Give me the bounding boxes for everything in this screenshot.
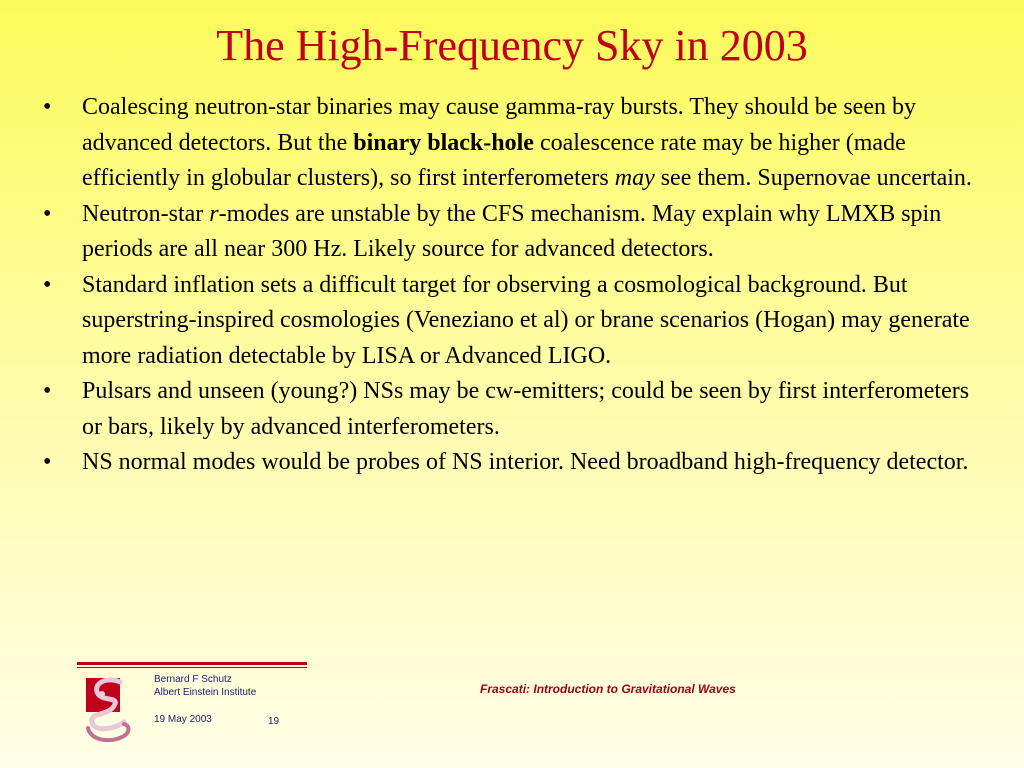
footer-divider-thin xyxy=(77,667,307,668)
bullet-glyph: • xyxy=(43,94,52,120)
bullet-text: Standard inflation sets a difficult target for observing a cosmological background. But superstring-inspired cosmologies (Veneziano et al) or brane scenarios (Hogan) may generate more radiation detectable by LISA or Advanced LIGO. xyxy=(82,271,970,369)
bullet-item xyxy=(40,197,990,268)
bullet-glyph: • xyxy=(43,449,52,475)
bullet-glyph: • xyxy=(43,200,52,227)
institute-name: Albert Einstein Institute xyxy=(154,687,257,698)
bullet-bold-text: binary black-hole xyxy=(353,129,534,156)
page-number: 19 xyxy=(268,716,280,727)
slide-title: The High-Frequency Sky in 2003 xyxy=(216,21,808,70)
bullet-text: -modes are unstable by the CFS mechanism. May explain why LMXB spin periods are all near 300 Hz. Likely source for advanced detectors. xyxy=(82,200,942,262)
bullet-item xyxy=(40,445,990,481)
bullet-italic-text: may xyxy=(614,165,655,191)
bullet-list xyxy=(40,90,990,481)
bullet-text: NS normal modes would be probes of NS interior. Need broadband high-frequency detector. xyxy=(82,449,969,475)
bullet-item xyxy=(40,268,990,375)
conference-title: Frascati: Introduction to Gravitational Waves xyxy=(480,682,736,696)
bullet-text: Coalescing neutron-star binaries may cause gamma-ray bursts. They should be seen by advanced detectors. But the xyxy=(82,94,916,156)
bullet-text: Neutron-star xyxy=(82,200,210,227)
bullet-text: Pulsars and unseen (young?) NSs may be cw-emitters; could be seen by first interferometers or bars, likely by advanced interferometers. xyxy=(82,378,970,440)
bullet-item xyxy=(40,90,990,197)
author-name: Bernard F Schutz xyxy=(154,674,232,685)
bullet-glyph: • xyxy=(43,378,52,404)
bullet-text: see them. Supernovae uncertain. xyxy=(654,165,972,191)
slide-date: 19 May 2003 xyxy=(154,714,212,725)
footer-divider xyxy=(77,662,307,665)
bullet-item xyxy=(40,374,990,445)
bullet-text: coalescence rate may be higher (made efficiently in globular clusters), so first interferometers xyxy=(82,129,906,191)
bullet-glyph: • xyxy=(43,271,52,298)
bullet-italic-text: r xyxy=(209,200,219,227)
aei-logo-icon xyxy=(80,672,138,746)
